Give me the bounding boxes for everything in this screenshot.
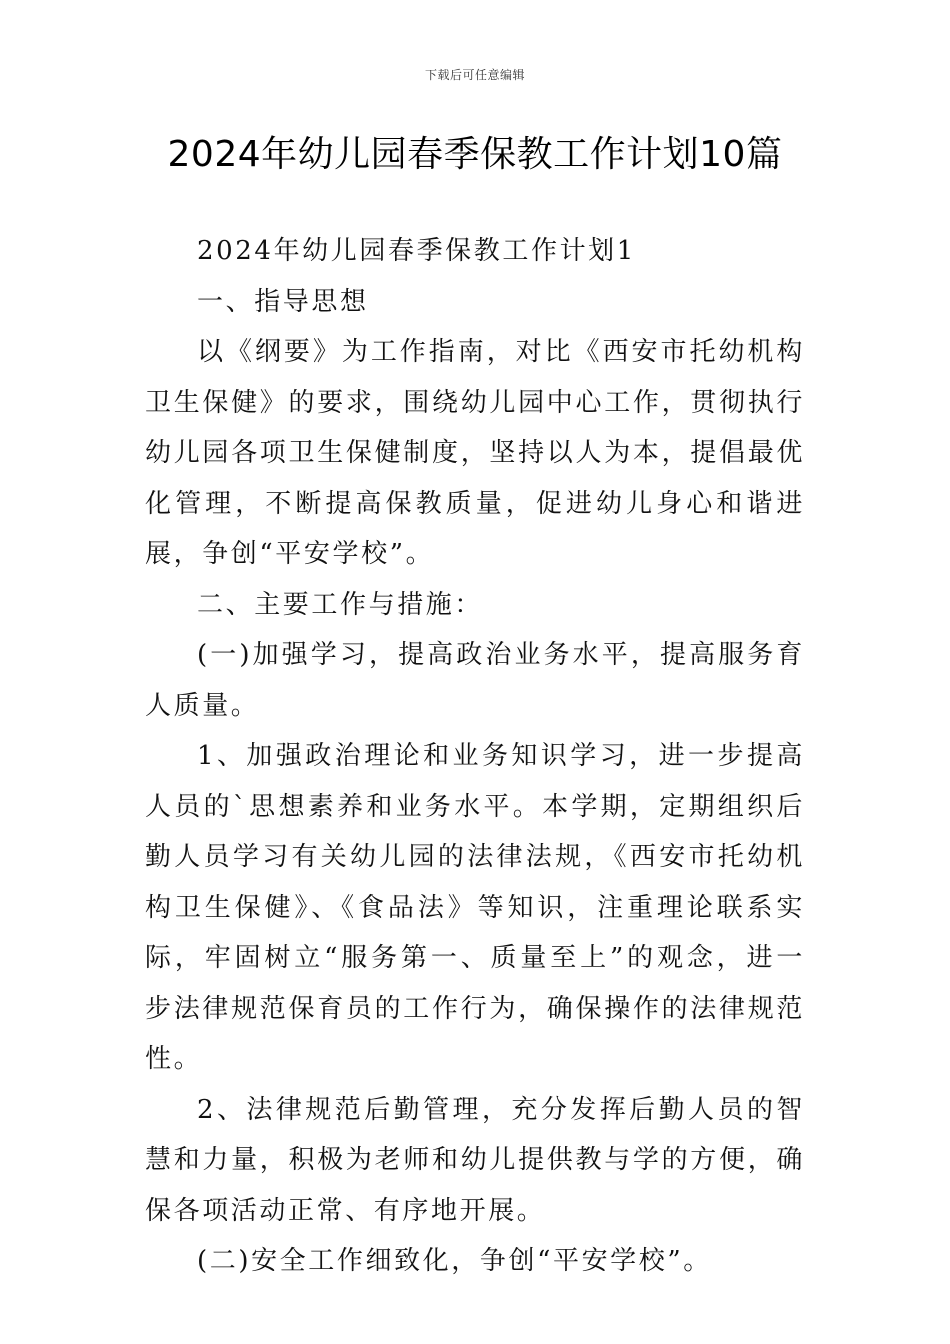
heading-guiding-ideology: 一、指导思想: [197, 286, 369, 317]
document-body: [145, 226, 805, 1287]
paragraph-item-2: 2、法律规范后勤管理，充分发挥后勤人员的智慧和力量，积极为老师和幼儿提供教与学的方便，确保各项活动正常、有序地开展。: [145, 1094, 805, 1226]
subheading-strengthen-study: (一)加强学习，提高政治业务水平，提高服务育人质量。: [145, 640, 805, 721]
header-note: 下载后可任意编辑: [424, 68, 525, 82]
subheading-safety-work: (二)安全工作细致化，争创“平安学校”。: [197, 1246, 712, 1276]
paragraph-guiding-ideology: 以《纲要》为工作指南，对比《西安市托幼机构卫生保健》的要求，围绕幼儿园中心工作，贯彻执行幼儿园各项卫生保健制度，坚持以人为本，提倡最优化管理，不断提高保教质量，促进幼儿身心和谐进展，争创“平安学校”。: [145, 337, 805, 569]
section-heading-plan-1: 2024年幼儿园春季保教工作计划1: [197, 236, 636, 266]
document-title: 2024年幼儿园春季保教工作计划10篇: [167, 134, 783, 175]
heading-main-work: 二、主要工作与措施：: [197, 589, 484, 620]
paragraph-item-1: 1、加强政治理论和业务知识学习，进一步提高人员的`思想素养和业务水平。本学期，定期组织后勤人员学习有关幼儿园的法律法规，《西安市托幼机构卫生保健》、《食品法》等知识，注重理论联系实际，牢固树立“服务第一、质量至上”的观念，进一步法律规范保育员的工作行为，确保操作的法律规范性。: [145, 741, 805, 1074]
